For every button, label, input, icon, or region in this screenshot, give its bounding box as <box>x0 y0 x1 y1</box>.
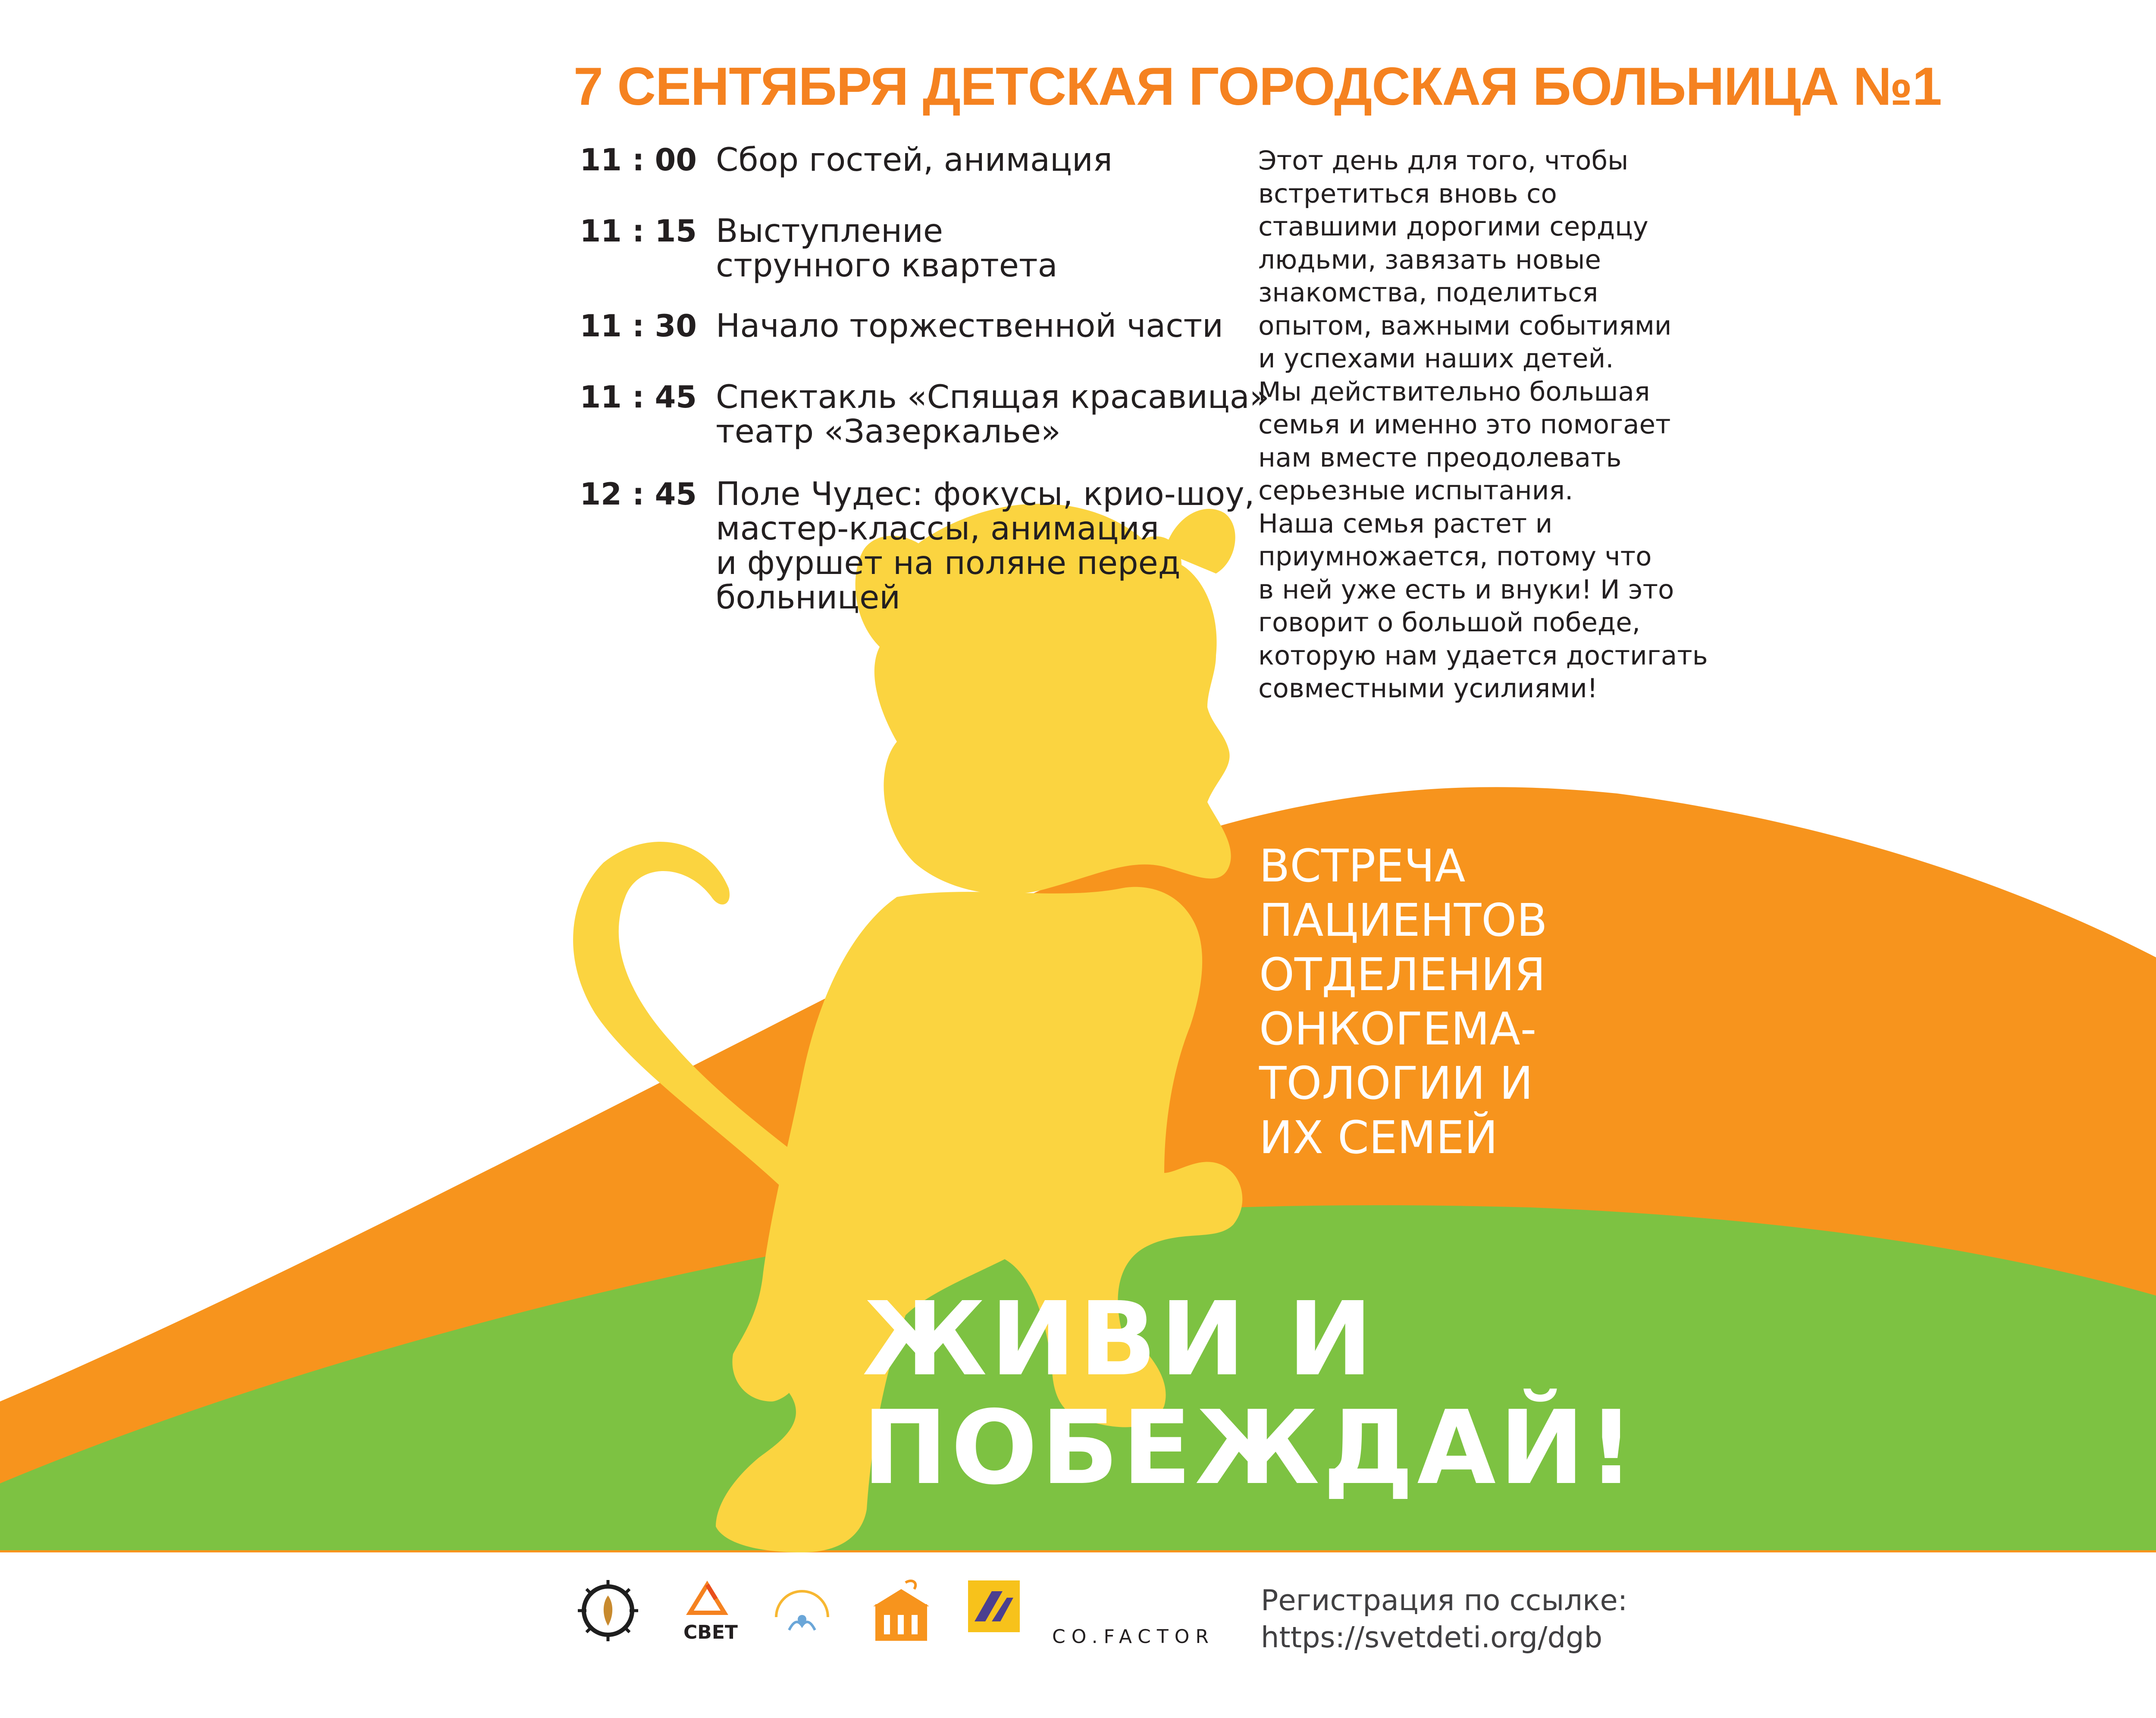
schedule-text: Сбор гостей, анимация <box>716 141 1112 179</box>
schedule-time: 11 : 15 <box>580 213 697 249</box>
partner-logos <box>578 1578 1225 1665</box>
schedule-time: 11 : 30 <box>580 308 697 344</box>
schedule-time: 12 : 45 <box>580 477 697 512</box>
svet-label: СВЕТ <box>683 1621 738 1643</box>
cofactor-logo: CO.FACTOR <box>1052 1626 1215 1648</box>
registration-info[interactable]: Регистрация по ссылке: https://svetdeti.org/dgb <box>1261 1583 1628 1654</box>
schedule-text: Спектакль «Спящая красавица» театр «Зазеркалье» <box>716 378 1269 450</box>
schedule-time: 11 : 45 <box>580 379 697 415</box>
schedule-time: 11 : 00 <box>580 142 697 178</box>
meeting-subtitle: ВСТРЕЧА ПАЦИЕНТОВ ОТДЕЛЕНИЯ ОНКОГЕМА- ТОЛОГИИ И ИХ СЕМЕЙ <box>1259 840 1548 1164</box>
schedule-text: Начало торжественной части <box>716 307 1223 345</box>
sun-logo-icon <box>578 1578 638 1643</box>
schedule-text: Выступление струнного квартета <box>716 212 1058 284</box>
slogan: ЖИВИ И ПОБЕЖДАЙ! <box>862 1280 1638 1507</box>
story-text: Этот день для того, чтобы встретиться вновь со ставшими дорогими сердцу людьми, завязать новые знакомства, поделиться опытом, важными событиями и успехами наших детей. Мы действительно большая семья и именно это помогает нам вместе преодолевать серьезные испытания. Наша семья растет и приумножается, потому что в ней уже есть и внуки! И это говорит о большой победе, которую нам удается достигать совместными усилиями! <box>1258 145 1708 704</box>
hospital-building-logo-icon <box>871 1578 931 1643</box>
schedule-text: Поле Чудес: фокусы, крио-шоу, мастер-классы, анимация и фуршет на поляне перед больницей <box>716 475 1255 616</box>
hands-logo-icon <box>966 1578 1022 1634</box>
page-title: 7 СЕНТЯБРЯ ДЕТСКАЯ ГОРОДСКАЯ БОЛЬНИЦА №1 <box>573 57 1942 116</box>
health-future-logo-icon <box>768 1578 837 1647</box>
